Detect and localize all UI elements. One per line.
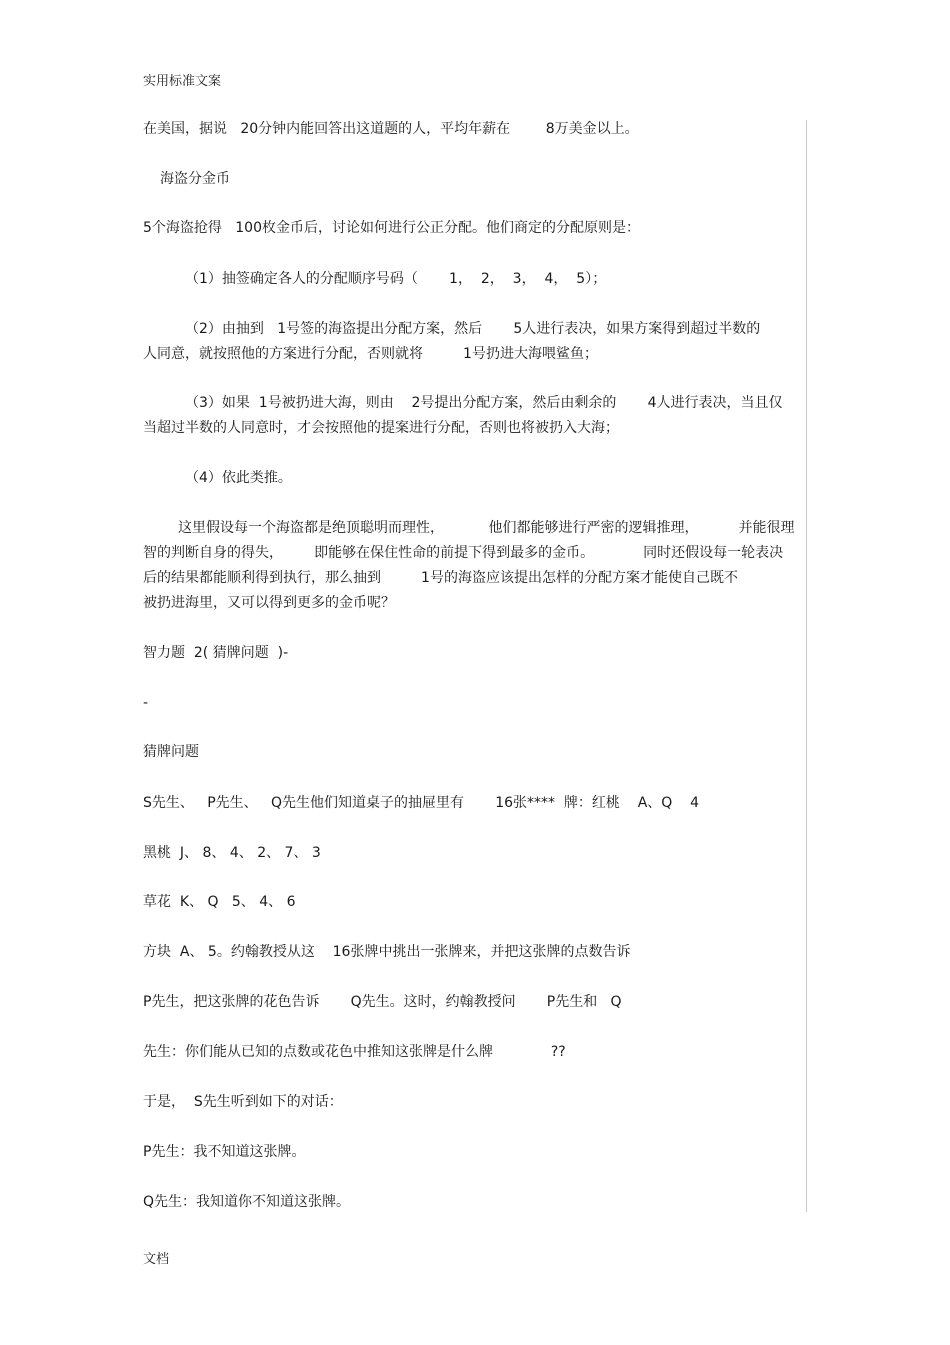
text-line: 人同意，就按照他的方案进行分配，否则就将 1号扔进大海喂鲨鱼； — [143, 346, 598, 362]
section-title: 智力题 2( 猜牌问题 )- — [143, 645, 289, 661]
rule-item-2: （2）由抽到 1号签的海盗提出分配方案，然后 5人进行表决，如果方案得到超过半数的 — [185, 321, 761, 337]
text-line: P先生，把这张牌的花色告诉 Q先生。这时，约翰教授问 P先生和 Q — [143, 994, 622, 1010]
text-line: 当超过半数的人同意时，才会按照他的提案进行分配，否则也将被扔入大海； — [143, 420, 619, 436]
text-line: 在美国，据说 20分钟内能回答出这道题的人，平均年薪在 8万美金以上。 — [143, 121, 639, 137]
text-line: 草花 K、 Q 5、 4、 6 — [143, 894, 296, 910]
page-footer: 文档 — [143, 1252, 170, 1267]
section-title: 海盗分金币 — [160, 171, 230, 187]
text-line: 先生：你们能从已知的点数或花色中推知这张牌是什么牌 ?? — [143, 1044, 566, 1060]
page-header: 实用标准文案 — [143, 74, 222, 89]
text-line: 于是， S先生听到如下的对话： — [143, 1094, 343, 1110]
text-line: Q先生：我知道你不知道这张牌。 — [143, 1194, 351, 1210]
text-line: P先生：我不知道这张牌。 — [143, 1144, 306, 1160]
rule-item-3: （3）如果 1号被扔进大海，则由 2号提出分配方案，然后由剩余的 4人进行表决，当且仅 — [185, 395, 783, 411]
rule-item-4: （4）依此类推。 — [185, 470, 292, 486]
rule-item-1: （1）抽签确定各人的分配顺序号码（ 1， 2， 3， 4， 5）； — [185, 271, 607, 287]
text-line: 黑桃 J、 8、 4、 2、 7、 3 — [143, 845, 321, 861]
text-line: 后的结果都能顺利得到执行，那么抽到 1号的海盗应该提出怎样的分配方案才能使自己既不 — [143, 570, 738, 586]
text-line: S先生、 P先生、 Q先生他们知道桌子的抽屉里有 16张**** 牌：红桃 A、Q 4 — [143, 795, 700, 811]
text-line: 被扔进海里，又可以得到更多的金币呢？ — [143, 595, 395, 611]
text-line: - — [143, 695, 149, 711]
text-line: 这里假设每一个海盗都是绝顶聪明而理性， 他们都能够进行严密的逻辑推理， 并能很理 — [178, 520, 795, 536]
text-line: 5个海盗抢得 100枚金币后，讨论如何进行公正分配。他们商定的分配原则是： — [143, 220, 640, 236]
right-margin-rule — [806, 120, 807, 1212]
text-line: 方块 A、 5。约翰教授从这 16张牌中挑出一张牌来，并把这张牌的点数告诉 — [143, 944, 631, 960]
section-title: 猜牌问题 — [143, 744, 199, 760]
text-line: 智的判断自身的得失， 即能够在保住性命的前提下得到最多的金币。 同时还假设每一轮表决 — [143, 545, 784, 561]
